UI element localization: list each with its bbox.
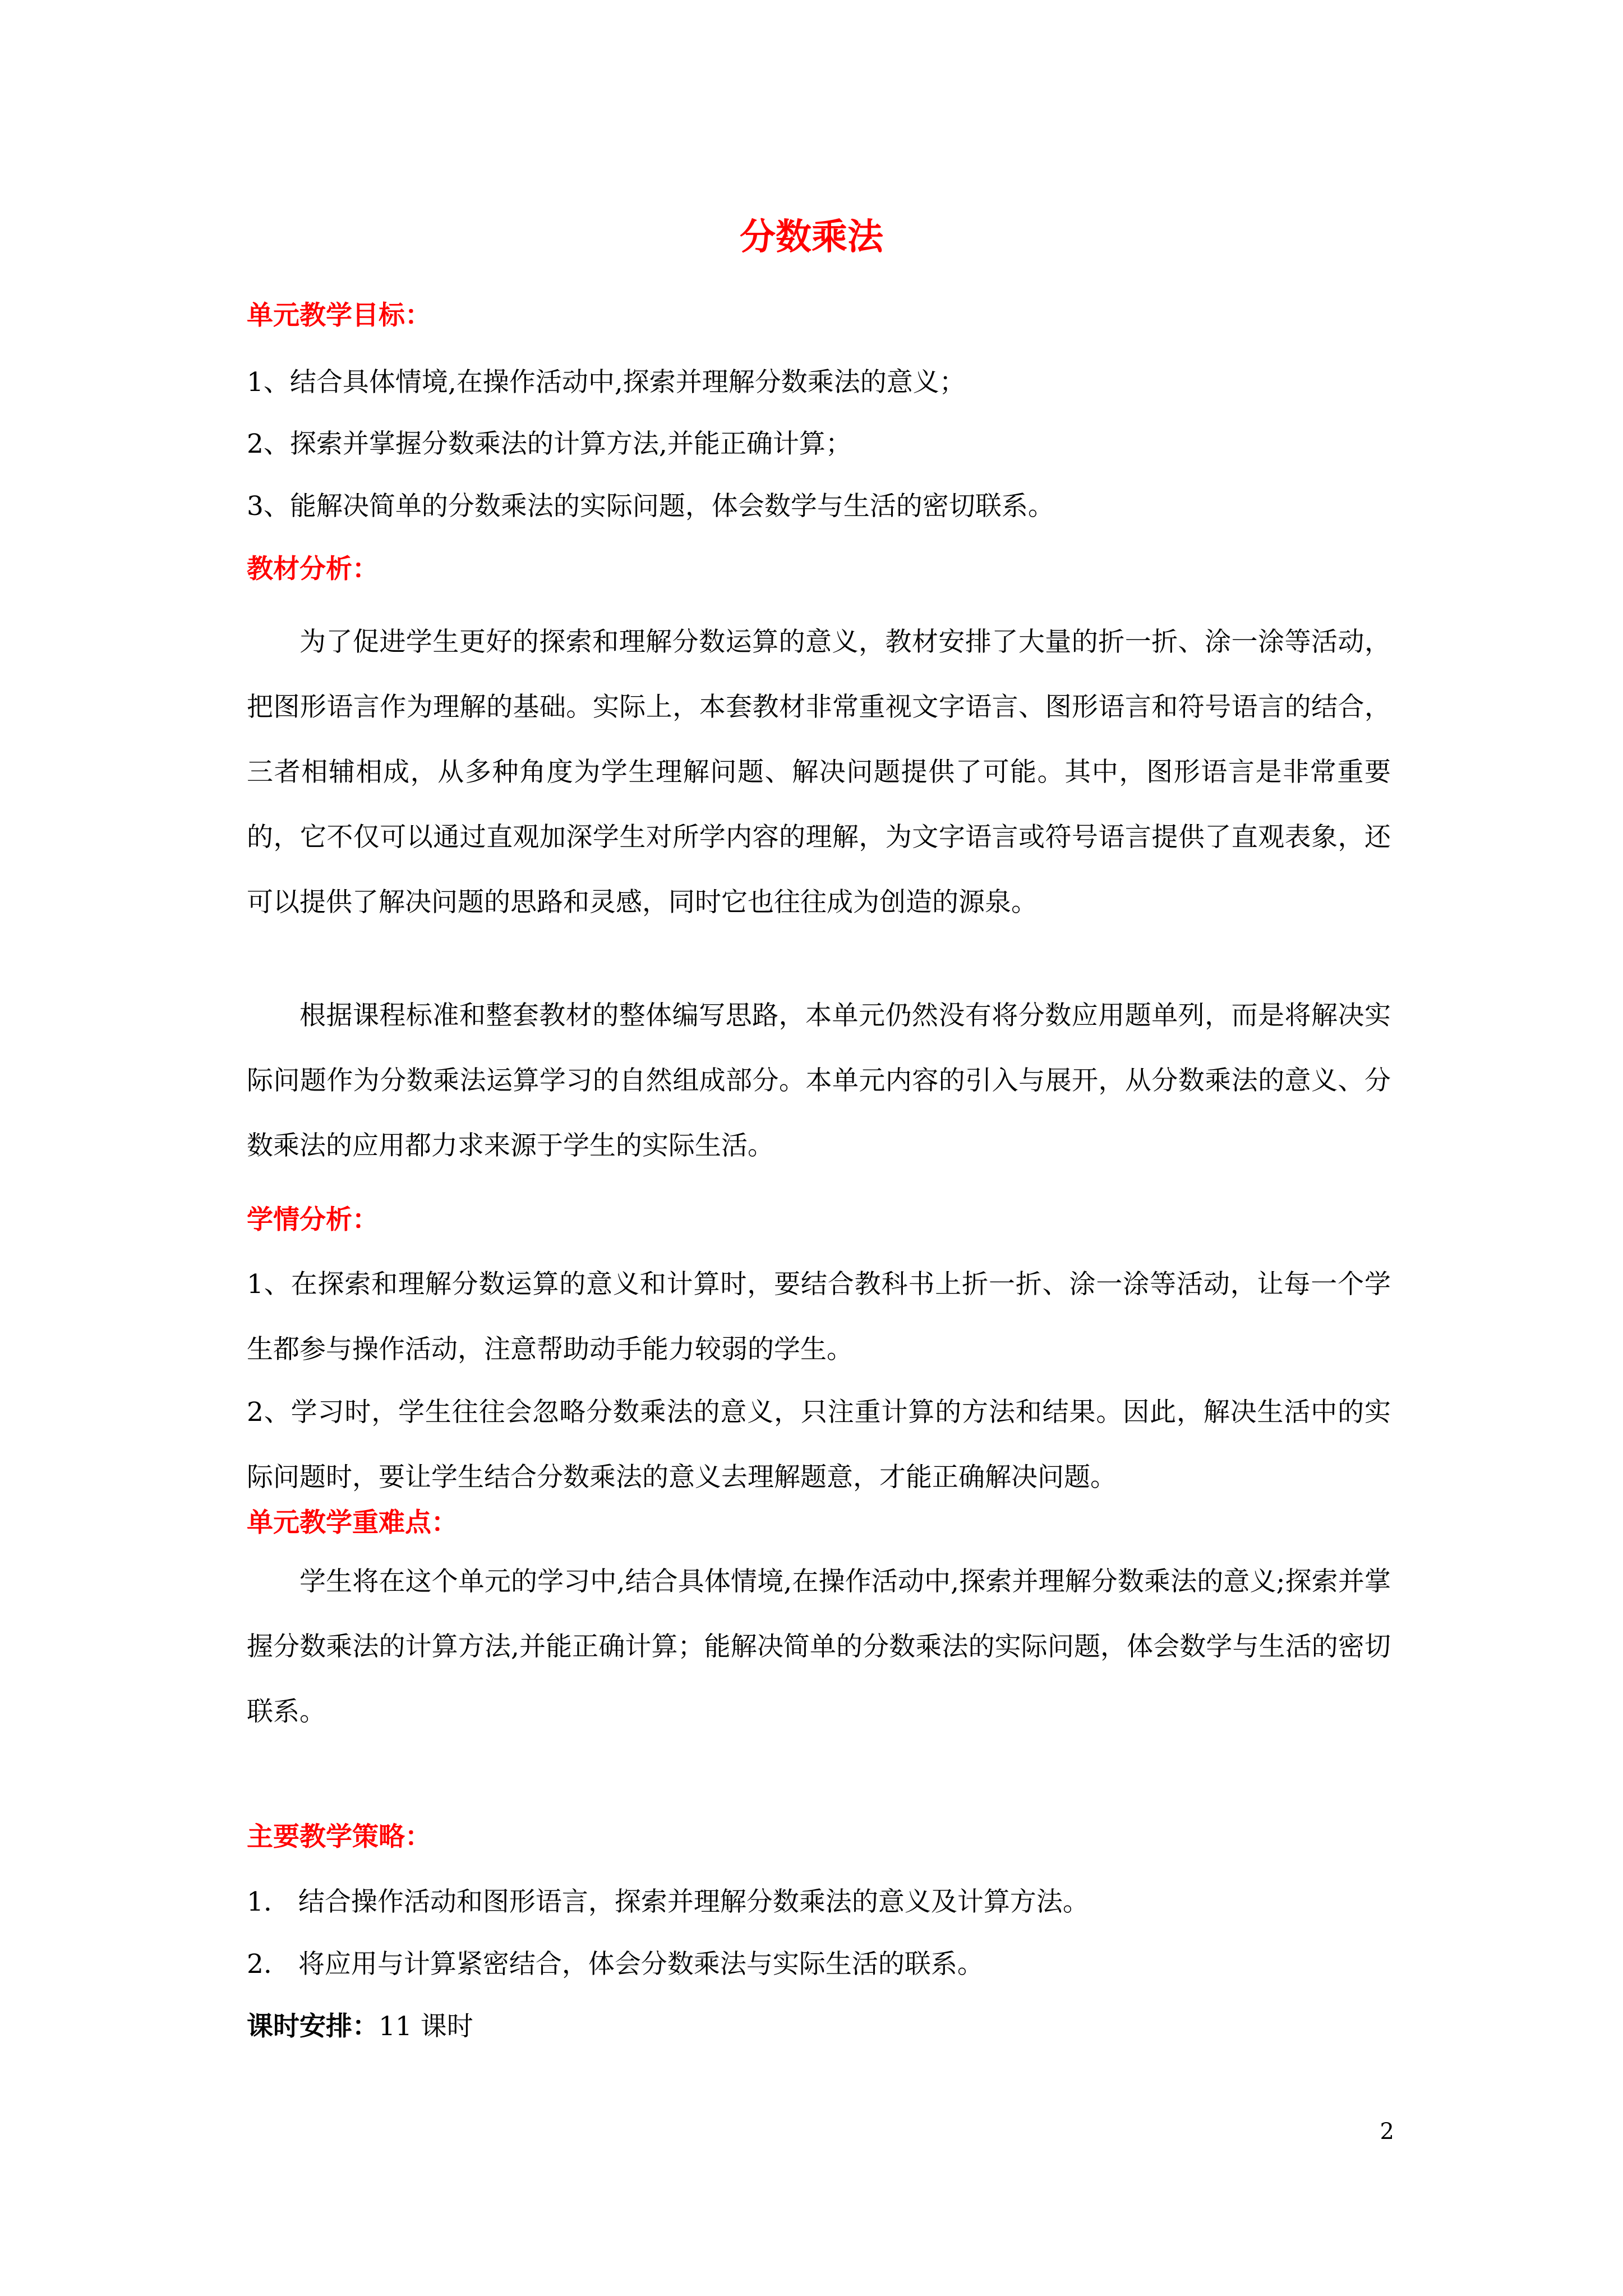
students-item-2: 2、学习时，学生往往会忽略分数乘法的意义，只注重计算的方法和结果。因此，解决生活中的实际问题时，要让学生结合分数乘法的意义去理解题意，才能正确解决问题。 xyxy=(247,1397,1391,1493)
students-heading: 学情分析： xyxy=(247,1204,379,1235)
goal-item-1: 1、结合具体情境,在操作活动中,探索并理解分数乘法的意义； xyxy=(247,367,966,398)
goal-item-2: 2、探索并掌握分数乘法的计算方法,并能正确计算； xyxy=(247,429,852,459)
students-item-1: 1、在探索和理解分数运算的意义和计算时，要结合教科书上折一折、涂一涂等活动，让每一个学生都参与操作活动，注意帮助动手能力较弱的学生。 xyxy=(247,1269,1391,1365)
goal-item-3: 3、能解决简单的分数乘法的实际问题，体会数学与生活的密切联系。 xyxy=(247,491,1054,522)
goals-heading: 单元教学目标： xyxy=(247,300,431,331)
textbook-paragraph-2: 根据课程标准和整套教材的整体编写思路，本单元仍然没有将分数应用题单列，而是将解决实际问题作为分数乘法运算学习的自然组成部分。本单元内容的引入与展开，从分数乘法的意义、分数乘法的应用都力求来源于学生的实际生活。 xyxy=(247,1000,1391,1161)
schedule-label: 课时安排： xyxy=(247,2011,379,2042)
strategy-item-2: 2. 将应用与计算紧密结合，体会分数乘法与实际生活的联系。 xyxy=(247,1949,984,1980)
textbook-paragraph-1: 为了促进学生更好的探索和理解分数运算的意义，教材安排了大量的折一折、涂一涂等活动，把图形语言作为理解的基础。实际上，本套教材非常重视文字语言、图形语言和符号语言的结合，三者相辅相成，从多种角度为学生理解问题、解决问题提供了可能。其中，图形语言是非常重要的，它不仅可以通过直观加深学生对所学内容的理解，为文字语言或符号语言提供了直观表象，还可以提供了解决问题的思路和灵感，同时它也往往成为创造的源泉。 xyxy=(247,627,1391,918)
strategy-item-1: 1. 结合操作活动和图形语言，探索并理解分数乘法的意义及计算方法。 xyxy=(247,1887,1089,1917)
keypoints-paragraph: 学生将在这个单元的学习中,结合具体情境,在操作活动中,探索并理解分数乘法的意义;探索并掌握分数乘法的计算方法,并能正确计算；能解决简单的分数乘法的实际问题，体会数学与生活的密切联系。 xyxy=(247,1566,1391,1727)
keypoints-heading: 单元教学重难点： xyxy=(247,1507,458,1538)
document-title: 分数乘法 xyxy=(740,216,883,258)
schedule-line xyxy=(247,2007,473,2046)
page-number: 2 xyxy=(1380,2119,1394,2145)
textbook-heading: 教材分析： xyxy=(247,554,379,585)
strategies-heading: 主要教学策略： xyxy=(247,1821,431,1852)
schedule-value: 11 课时 xyxy=(379,2011,473,2042)
